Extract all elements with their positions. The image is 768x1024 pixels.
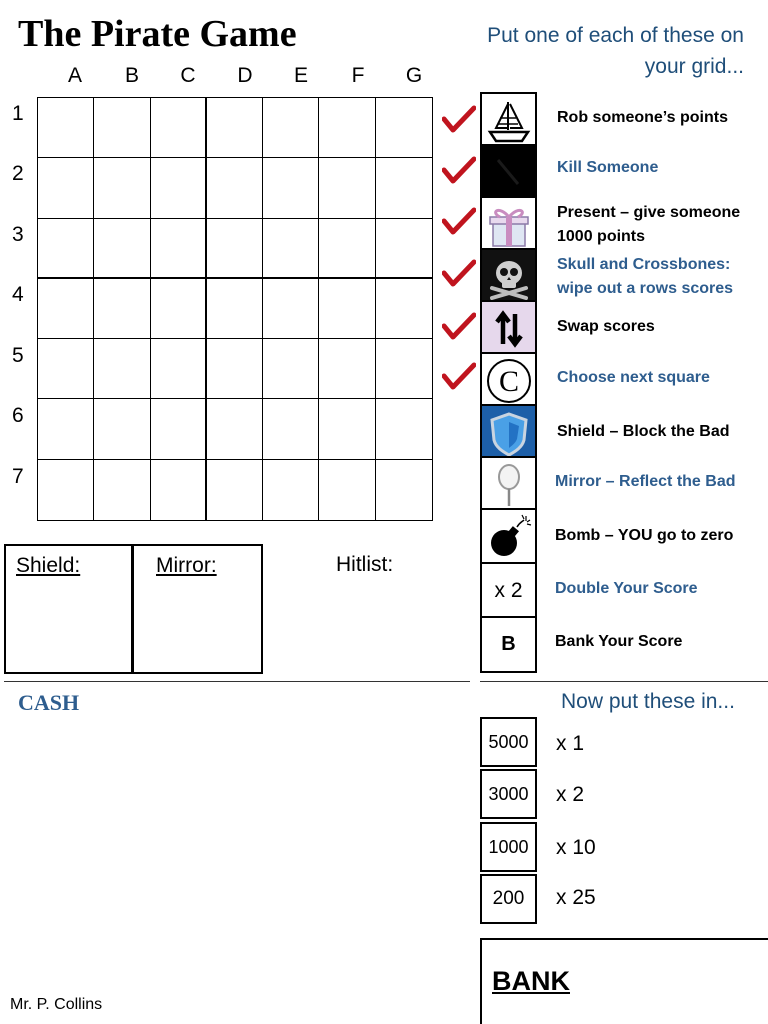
- grid-cell-E4[interactable]: [263, 279, 319, 339]
- row-label: 6: [12, 404, 24, 427]
- grid-cell-B1[interactable]: [94, 98, 150, 158]
- grid-cell-G7[interactable]: [376, 460, 432, 520]
- grid-cell-F2[interactable]: [319, 158, 375, 218]
- grid-cell-B2[interactable]: [94, 158, 150, 218]
- page-title: The Pirate Game: [18, 13, 297, 55]
- check-mark-icon: [442, 207, 476, 235]
- mirror-icon: [480, 456, 537, 513]
- grid-cell-B5[interactable]: [94, 339, 150, 399]
- grid-cell-F3[interactable]: [319, 219, 375, 279]
- check-mark-icon: [442, 362, 476, 390]
- item-label: Bomb – YOU go to zero: [555, 527, 734, 544]
- column-label: E: [293, 64, 308, 87]
- grid-cell-D6[interactable]: [207, 399, 263, 459]
- shield-box-label: Shield:: [16, 554, 81, 577]
- row-label: 4: [12, 283, 24, 306]
- item-label: Shield – Block the Bad: [557, 423, 730, 440]
- shield-box: [4, 544, 134, 674]
- present-icon: [480, 196, 537, 253]
- grid-cell-F5[interactable]: [319, 339, 375, 399]
- grid-cell-B4[interactable]: [94, 279, 150, 339]
- double-score-icon: x 2: [480, 562, 537, 619]
- item-label: Choose next square: [557, 369, 710, 386]
- check-mark-icon: [442, 105, 476, 133]
- grid-cell-G6[interactable]: [376, 399, 432, 459]
- bank-box: [480, 938, 768, 1024]
- column-label: B: [124, 64, 139, 87]
- item-label: Mirror – Reflect the Bad: [555, 473, 736, 490]
- skull-crossbones-icon: [480, 248, 537, 305]
- swap-arrows-icon: [480, 300, 537, 357]
- column-label: D: [237, 64, 253, 87]
- grid-cell-F7[interactable]: [319, 460, 375, 520]
- grid-cell-G2[interactable]: [376, 158, 432, 218]
- grid-cell-D2[interactable]: [207, 158, 263, 218]
- divider: [480, 681, 768, 682]
- grid-cell-C2[interactable]: [151, 158, 207, 218]
- grid-cell-A7[interactable]: [38, 460, 94, 520]
- grid-cell-E6[interactable]: [263, 399, 319, 459]
- grid-cell-A5[interactable]: [38, 339, 94, 399]
- grid-cell-B3[interactable]: [94, 219, 150, 279]
- grid-cell-D1[interactable]: [207, 98, 263, 158]
- grid-cell-F6[interactable]: [319, 399, 375, 459]
- grid-cell-E7[interactable]: [263, 460, 319, 520]
- grid-cell-D3[interactable]: [207, 219, 263, 279]
- grid-cell-B6[interactable]: [94, 399, 150, 459]
- mirror-box: [131, 544, 263, 674]
- check-mark-icon: [442, 259, 476, 287]
- grid-cell-A1[interactable]: [38, 98, 94, 158]
- grid-cell-E3[interactable]: [263, 219, 319, 279]
- copyright-icon: [480, 352, 537, 409]
- grid-cell-E1[interactable]: [263, 98, 319, 158]
- value-box: 5000: [480, 717, 537, 767]
- item-label: Present – give someone 1000 points: [557, 204, 741, 245]
- check-mark-icon: [442, 312, 476, 340]
- grid-cell-A2[interactable]: [38, 158, 94, 218]
- cash-label: CASH: [18, 690, 80, 715]
- row-label: 7: [12, 465, 24, 488]
- knife-icon: [480, 144, 537, 201]
- value-quantity: x 25: [556, 886, 596, 909]
- column-label: G: [405, 64, 423, 87]
- grid-cell-F1[interactable]: [319, 98, 375, 158]
- hitlist-label: Hitlist:: [336, 553, 394, 576]
- now-put-text: Now put these in...: [561, 690, 735, 713]
- bank-label: BANK: [492, 966, 570, 996]
- row-label: 3: [12, 223, 24, 246]
- grid-cell-C5[interactable]: [151, 339, 207, 399]
- value-box: 1000: [480, 822, 537, 872]
- item-label: Double Your Score: [555, 580, 698, 597]
- row-label: 2: [12, 162, 24, 185]
- grid-cell-D7[interactable]: [207, 460, 263, 520]
- bomb-icon: [480, 508, 537, 565]
- grid-cell-C4[interactable]: [151, 279, 207, 339]
- grid-cell-A6[interactable]: [38, 399, 94, 459]
- grid-cell-C7[interactable]: [151, 460, 207, 520]
- shield-icon: [480, 404, 537, 461]
- bank-icon: B: [480, 616, 537, 673]
- mirror-box-label: Mirror:: [156, 554, 217, 577]
- grid-cell-A4[interactable]: [38, 279, 94, 339]
- item-label: Swap scores: [557, 318, 655, 335]
- row-label: 1: [12, 102, 24, 125]
- svg-text:C: C: [498, 364, 519, 398]
- grid-cell-A3[interactable]: [38, 219, 94, 279]
- grid-cell-G3[interactable]: [376, 219, 432, 279]
- column-label: A: [67, 64, 82, 87]
- value-box: 200: [480, 874, 537, 924]
- grid-cell-B7[interactable]: [94, 460, 150, 520]
- value-box: 3000: [480, 769, 537, 819]
- grid-cell-F4[interactable]: [319, 279, 375, 339]
- ship-icon: [480, 92, 537, 149]
- game-grid: [37, 97, 433, 521]
- item-label: Skull and Crossbones: wipe out a rows scores: [557, 256, 734, 297]
- item-label: Rob someone’s points: [557, 109, 728, 126]
- grid-cell-G4[interactable]: [376, 279, 432, 339]
- item-label: Bank Your Score: [555, 633, 683, 650]
- instruction-text: Put one of each of these on your grid...: [487, 24, 744, 78]
- grid-cell-D4[interactable]: [207, 279, 263, 339]
- column-label: C: [180, 64, 196, 87]
- check-mark-icon: [442, 156, 476, 184]
- grid-cell-G1[interactable]: [376, 98, 432, 158]
- grid-cell-C1[interactable]: [151, 98, 207, 158]
- grid-cell-D5[interactable]: [207, 339, 263, 399]
- row-label: 5: [12, 344, 24, 367]
- value-quantity: x 2: [556, 783, 585, 806]
- author-credit: Mr. P. Collins: [10, 996, 103, 1013]
- divider: [4, 681, 470, 682]
- grid-cell-G5[interactable]: [376, 339, 432, 399]
- value-quantity: x 1: [556, 732, 585, 755]
- column-label: F: [351, 64, 365, 87]
- grid-cell-C3[interactable]: [151, 219, 207, 279]
- grid-cell-E2[interactable]: [263, 158, 319, 218]
- value-quantity: x 10: [556, 836, 596, 859]
- grid-cell-C6[interactable]: [151, 399, 207, 459]
- grid-cell-E5[interactable]: [263, 339, 319, 399]
- item-label: Kill Someone: [557, 159, 659, 176]
